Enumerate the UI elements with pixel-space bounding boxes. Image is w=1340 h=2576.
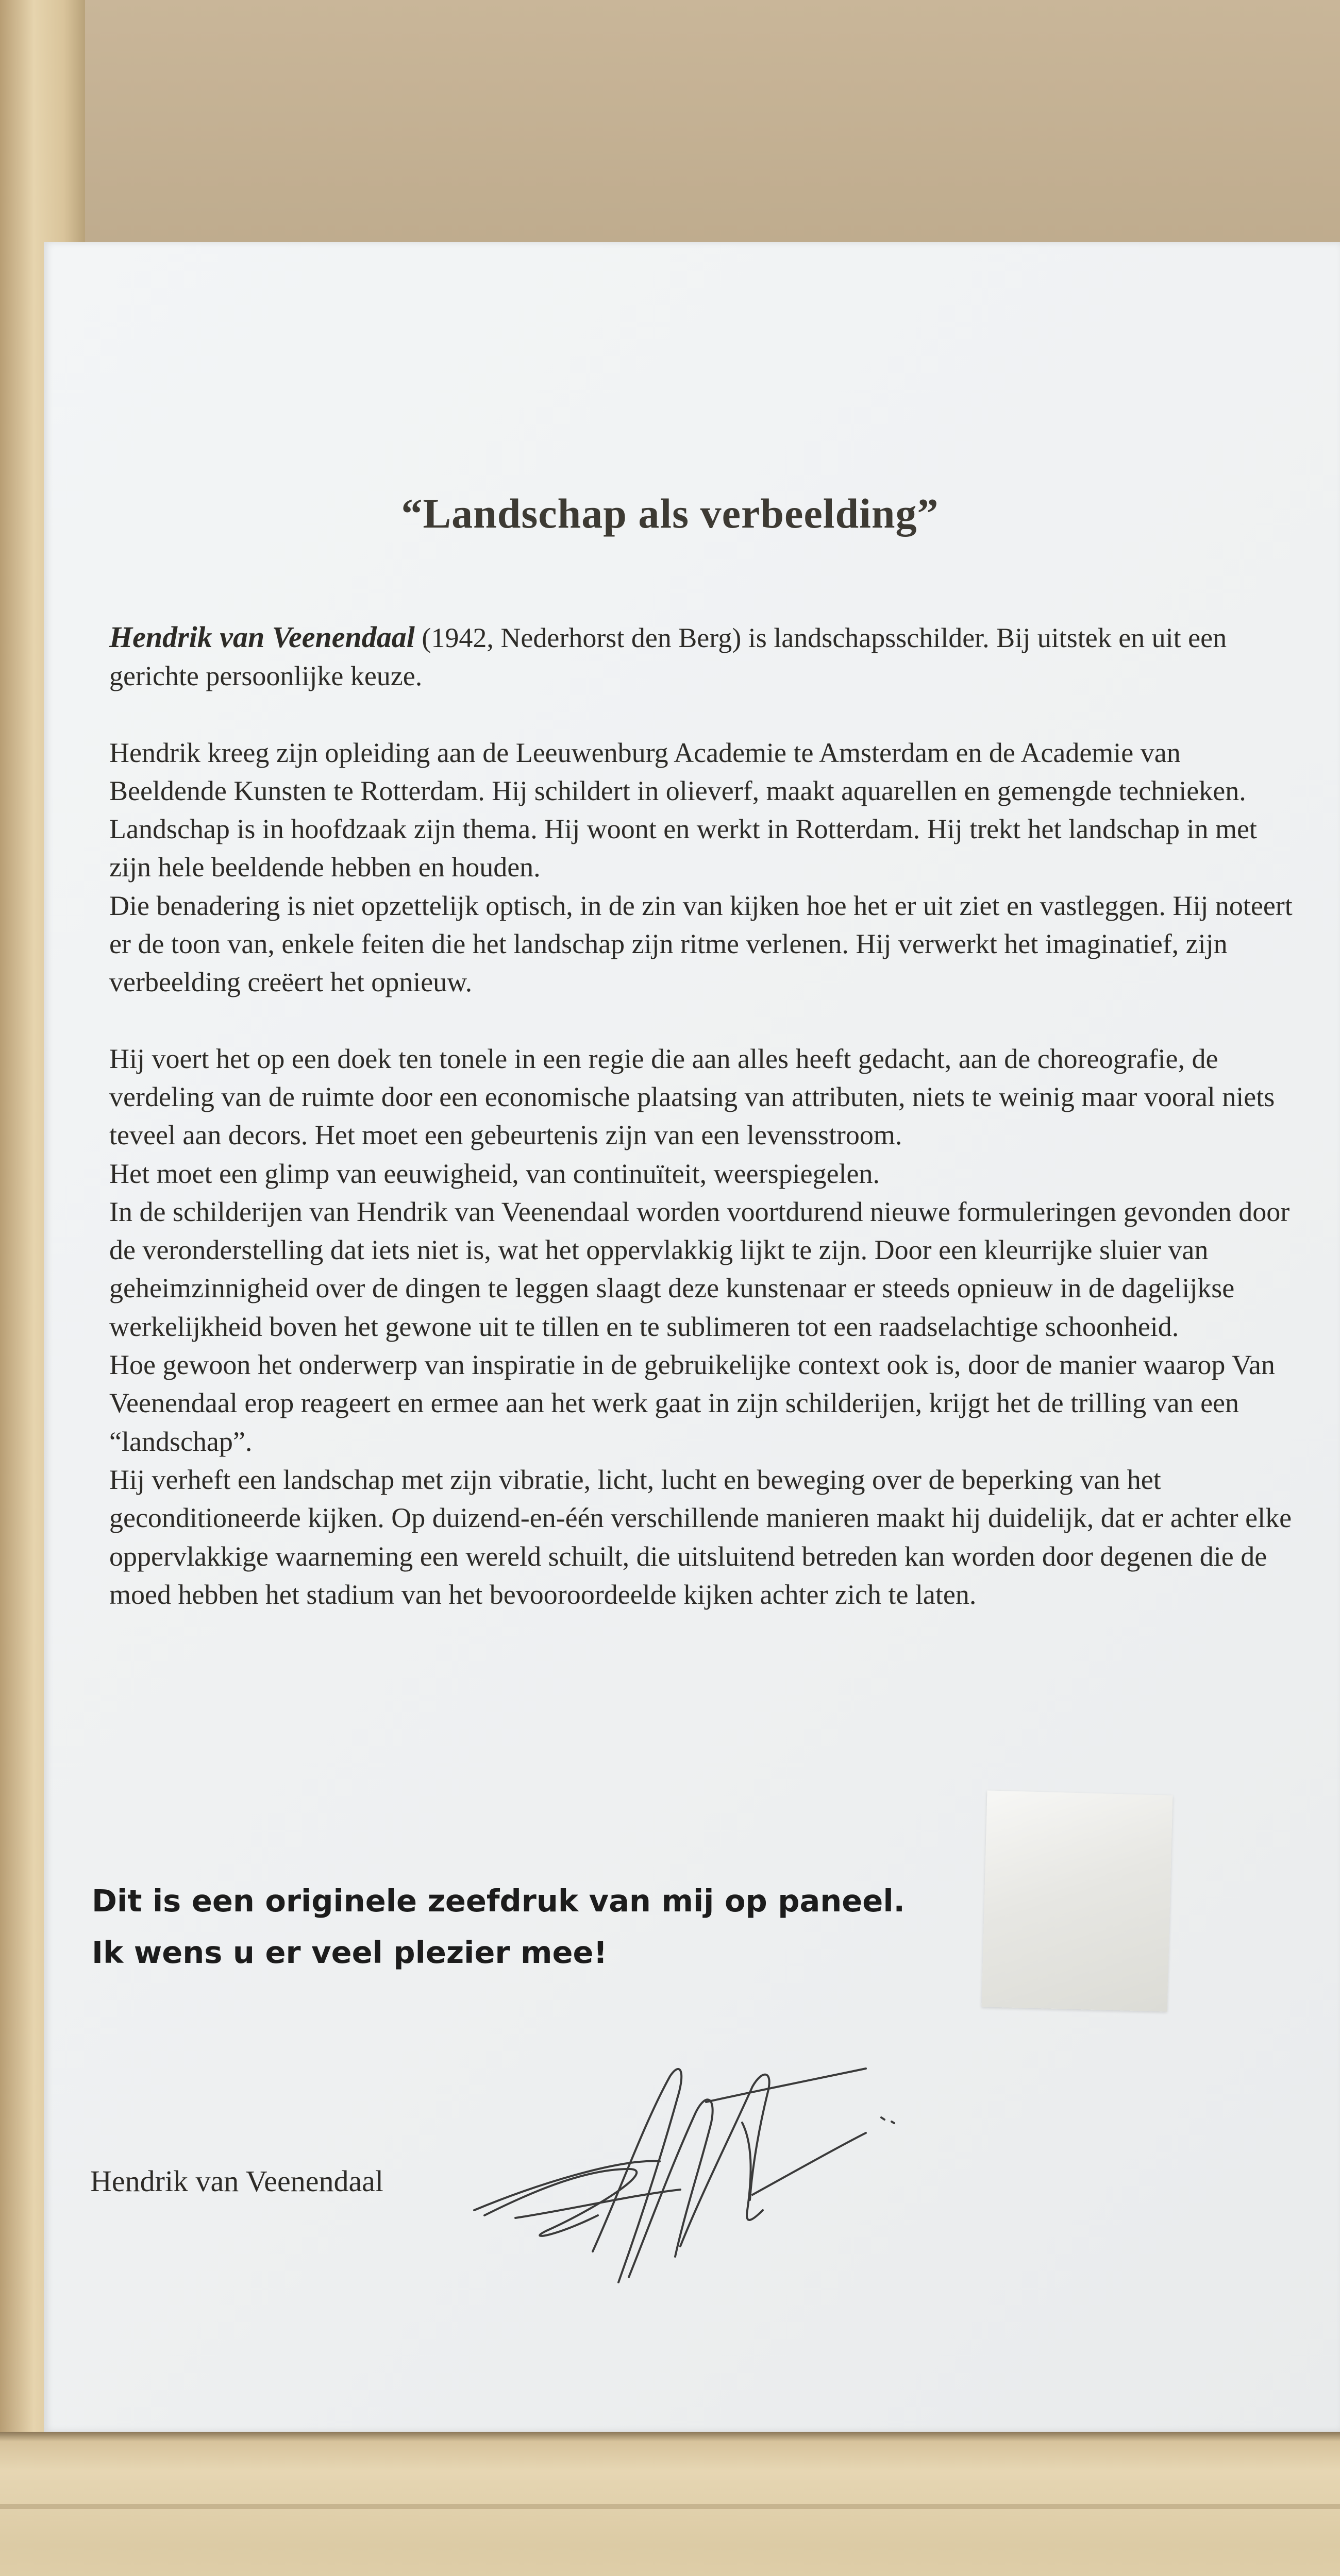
signer-name: Hendrik van Veenendaal (90, 2164, 384, 2198)
document-title: “Landschap als verbeelding” (401, 490, 939, 537)
paragraph-inspiration: Hoe gewoon het onderwerp van inspiratie in de gebruikelijke context ook is, door de manier waarop Van Veenendaal erop reageert en ermee aan het werk gaat in zijn schilderijen, krijgt het de trilling van een “landschap”. (109, 1349, 1275, 1457)
board-backing (77, 0, 1340, 242)
intro-paragraph (109, 618, 1295, 696)
handwritten-line-1: Dit is een originele zeefdruk van mij op paneel. (92, 1883, 905, 1919)
paragraph-vibration: Hij verheft een landschap met zijn vibratie, licht, lucht en beweging over de beperking van het geconditioneerde kijken. Op duizend-en-één verschillende manieren maakt hij duidelijk, dat er achter elke oppervlakkige waarneming een wereld schuilt, die uitsluitend betreden kan worden door degenen die de moed hebben het stadium van het bevooroordeelde kijken achter zich te laten. (109, 1464, 1292, 1610)
handwritten-note (92, 1875, 1019, 1978)
paragraph-approach: Die benadering is niet opzettelijk optisch, in de zin van kijken hoe het er uit ziet en vastleggen. Hij noteert er de toon van, enkele feiten die het landschap zijn ritme verlenen. Hij verwerkt het imaginatief, zijn verbeelding creëert het opnieuw. (109, 890, 1293, 998)
intro-text: (1942, Nederhorst den Berg) is landschapsschilder. Bij uitstek en uit een gerichte persoonlijke keuze. (109, 622, 1227, 692)
paragraph-staging: Hij voert het op een doek ten tonele in een regie die aan alles heeft gedacht, aan de choreografie, de verdeling van de ruimte door een economische plaatsing van attributen, niets te weinig maar vooral niets teveel aan decors. Het moet een gebeurtenis zijn van een levensstroom. (109, 1043, 1275, 1151)
signature-scribble (464, 2040, 928, 2313)
paragraph-eternity: Het moet een glimp van eeuwigheid, van continuïteit, weerspiegelen. (109, 1158, 880, 1189)
paragraph-theme: Landschap is in hoofdzaak zijn thema. Hij woont en werkt in Rotterdam. Hij trekt het landschap in met zijn hele beeldende hebben en houden. (109, 814, 1257, 883)
paragraph-formulations: In de schilderijen van Hendrik van Veenendaal worden voortdurend nieuwe formuleringen gevonden door de veronderstelling dat iets niet is, wat het oppervlakkig lijkt te zijn. Door een kleurrijke sluier van geheimzinnigheid over de dingen te leggen slaagt deze kunstenaar er steeds opnieuw in de dagelijkse werkelijkheid boven het gewone uit te tillen en te sublimeren tot een raadselachtige schoonheid. (109, 1196, 1290, 1342)
artist-name: Hendrik van Veenendaal (109, 620, 415, 654)
frame-groove (0, 2504, 1340, 2509)
handwritten-line-2: Ik wens u er veel plezier mee! (92, 1935, 608, 1970)
document-body (109, 618, 1295, 1614)
paragraph-education: Hendrik kreeg zijn opleiding aan de Leeuwenburg Academie te Amsterdam en de Academie van Beeldende Kunsten te Rotterdam. Hij schildert in olieverf, maakt aquarellen en gemengde technieken. (109, 737, 1246, 806)
